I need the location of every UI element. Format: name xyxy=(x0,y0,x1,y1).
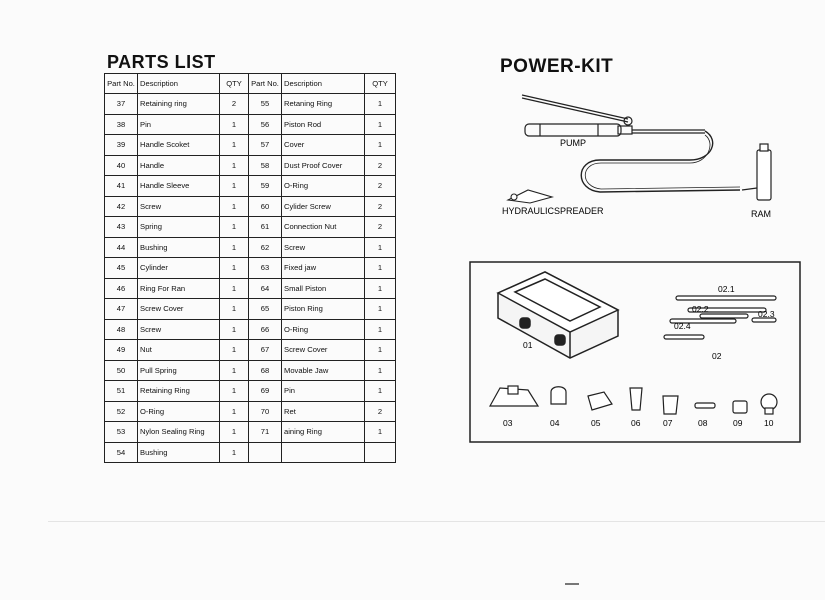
qty-cell: 1 xyxy=(220,176,249,197)
part-no-cell: 44 xyxy=(105,237,138,258)
part-label-04: 04 xyxy=(550,418,560,428)
part-no-cell: 49 xyxy=(105,340,138,361)
part-no-cell: 60 xyxy=(249,196,282,217)
qty-cell: 1 xyxy=(365,299,396,320)
part-no-cell: 71 xyxy=(249,422,282,443)
description-cell: O-Ring xyxy=(282,319,365,340)
description-cell: aining Ring xyxy=(282,422,365,443)
description-cell: Cover xyxy=(282,135,365,156)
part-no-cell: 48 xyxy=(105,319,138,340)
qty-cell: 1 xyxy=(220,114,249,135)
header-qty: QTY xyxy=(365,74,396,94)
part-no-cell: 69 xyxy=(249,381,282,402)
description-cell: Retaining ring xyxy=(138,94,220,115)
part-no-cell: 65 xyxy=(249,299,282,320)
qty-cell: 2 xyxy=(220,94,249,115)
description-cell: Screw xyxy=(138,319,220,340)
part-label-02-2: 02.2 xyxy=(692,304,709,314)
part-label-07: 07 xyxy=(663,418,673,428)
qty-cell: 1 xyxy=(220,381,249,402)
description-cell: O-Ring xyxy=(282,176,365,197)
description-cell: Retaning Ring xyxy=(282,94,365,115)
ram-drawing xyxy=(742,144,771,200)
description-cell: Dust Proof Cover xyxy=(282,155,365,176)
part-label-03: 03 xyxy=(503,418,513,428)
description-cell: Spring xyxy=(138,217,220,238)
ram-label: RAM xyxy=(751,209,771,219)
part-no-cell: 38 xyxy=(105,114,138,135)
description-cell: Bushing xyxy=(138,237,220,258)
part-no-cell: 70 xyxy=(249,401,282,422)
part-label-06: 06 xyxy=(631,418,641,428)
description-cell: Cylinder xyxy=(138,258,220,279)
qty-cell: 1 xyxy=(220,258,249,279)
qty-cell: 1 xyxy=(365,114,396,135)
part-no-cell: 61 xyxy=(249,217,282,238)
parts-list-title: PARTS LIST xyxy=(107,52,216,72)
part-no-cell: 67 xyxy=(249,340,282,361)
qty-cell: 1 xyxy=(365,422,396,443)
part-no-cell: 53 xyxy=(105,422,138,443)
description-cell: Movable Jaw xyxy=(282,360,365,381)
description-cell: Screw xyxy=(138,196,220,217)
part-no-cell: 40 xyxy=(105,155,138,176)
part-label-05: 05 xyxy=(591,418,601,428)
description-cell: Piston Rod xyxy=(282,114,365,135)
qty-cell: 1 xyxy=(365,278,396,299)
description-cell: Handle xyxy=(138,155,220,176)
part-label-02-3: 02.3 xyxy=(758,309,775,319)
description-cell: Cylider Screw xyxy=(282,196,365,217)
part-no-cell: 58 xyxy=(249,155,282,176)
part-no-cell: 63 xyxy=(249,258,282,279)
attachments-drawing xyxy=(490,386,777,414)
description-cell: Screw Cover xyxy=(282,340,365,361)
qty-cell: 2 xyxy=(365,196,396,217)
part-no-cell: 52 xyxy=(105,401,138,422)
qty-cell: 1 xyxy=(365,381,396,402)
description-cell: Ring For Ran xyxy=(138,278,220,299)
part-no-cell: 57 xyxy=(249,135,282,156)
qty-cell: 1 xyxy=(365,94,396,115)
part-no-cell: 42 xyxy=(105,196,138,217)
qty-cell: 1 xyxy=(365,319,396,340)
description-cell: Screw xyxy=(282,237,365,258)
qty-cell: 1 xyxy=(220,278,249,299)
part-label-02-4: 02.4 xyxy=(674,321,691,331)
part-no-cell: 59 xyxy=(249,176,282,197)
part-no-cell: 41 xyxy=(105,176,138,197)
part-no-cell: 50 xyxy=(105,360,138,381)
description-cell: Retaining Ring xyxy=(138,381,220,402)
part-no-cell: 56 xyxy=(249,114,282,135)
description-cell: Small Piston xyxy=(282,278,365,299)
qty-cell: 1 xyxy=(220,135,249,156)
description-cell: Nylon Sealing Ring xyxy=(138,422,220,443)
part-label-01: 01 xyxy=(523,340,533,350)
header-description: Description xyxy=(282,74,365,94)
part-label-08: 08 xyxy=(698,418,708,428)
qty-cell: 1 xyxy=(220,319,249,340)
qty-cell: 1 xyxy=(220,401,249,422)
qty-cell: 2 xyxy=(365,176,396,197)
pump-drawing xyxy=(522,95,705,136)
qty-cell: 1 xyxy=(220,299,249,320)
qty-cell: 1 xyxy=(220,340,249,361)
qty-cell: 2 xyxy=(365,155,396,176)
part-no-cell: 47 xyxy=(105,299,138,320)
part-no-cell: 54 xyxy=(105,442,138,463)
hose-line xyxy=(581,131,740,192)
qty-cell: 1 xyxy=(365,360,396,381)
part-no-cell: 43 xyxy=(105,217,138,238)
description-cell: Screw Cover xyxy=(138,299,220,320)
qty-cell: 1 xyxy=(365,237,396,258)
power-kit-title: POWER-KIT xyxy=(500,56,614,77)
part-label-10: 10 xyxy=(764,418,774,428)
qty-cell: 1 xyxy=(220,196,249,217)
part-no-cell: 46 xyxy=(105,278,138,299)
part-no-cell: 39 xyxy=(105,135,138,156)
header-qty: QTY xyxy=(220,74,249,94)
description-cell: Pin xyxy=(138,114,220,135)
qty-cell: 1 xyxy=(220,217,249,238)
description-cell: Nut xyxy=(138,340,220,361)
header-description: Description xyxy=(138,74,220,94)
description-cell: Handle Scoket xyxy=(138,135,220,156)
hydraulic-spreader-label: HYDRAULICSPREADER xyxy=(502,206,604,216)
qty-cell: 1 xyxy=(220,237,249,258)
part-no-cell: 64 xyxy=(249,278,282,299)
description-cell: Connection Nut xyxy=(282,217,365,238)
description-cell: Bushing xyxy=(138,442,220,463)
qty-cell: 2 xyxy=(365,217,396,238)
part-no-cell: 62 xyxy=(249,237,282,258)
header-part-no: Part No. xyxy=(249,74,282,94)
part-no-cell: 68 xyxy=(249,360,282,381)
spreader-drawing xyxy=(508,190,552,203)
part-no-cell: 45 xyxy=(105,258,138,279)
description-cell: Fixed jaw xyxy=(282,258,365,279)
part-no-cell: 55 xyxy=(249,94,282,115)
description-cell: Pull Spring xyxy=(138,360,220,381)
qty-cell: 1 xyxy=(220,360,249,381)
qty-cell: 1 xyxy=(365,258,396,279)
part-label-02-1: 02.1 xyxy=(718,284,735,294)
carry-case-drawing xyxy=(498,272,618,358)
description-cell: O-Ring xyxy=(138,401,220,422)
description-cell: Pin xyxy=(282,381,365,402)
part-no-cell: 37 xyxy=(105,94,138,115)
description-cell: Handle Sleeve xyxy=(138,176,220,197)
part-no-cell: 66 xyxy=(249,319,282,340)
qty-cell: 2 xyxy=(365,401,396,422)
part-label-02: 02 xyxy=(712,351,722,361)
page-divider xyxy=(48,521,825,522)
qty-cell: 1 xyxy=(365,340,396,361)
page-mark xyxy=(565,583,579,585)
pump-label: PUMP xyxy=(560,138,587,148)
qty-cell: 1 xyxy=(220,442,249,463)
description-cell: Piston Ring xyxy=(282,299,365,320)
description-cell: Ret xyxy=(282,401,365,422)
header-part-no: Part No. xyxy=(105,74,138,94)
qty-cell: 1 xyxy=(220,155,249,176)
qty-cell: 1 xyxy=(365,135,396,156)
qty-cell: 1 xyxy=(220,422,249,443)
part-label-09: 09 xyxy=(733,418,743,428)
part-no-cell: 51 xyxy=(105,381,138,402)
